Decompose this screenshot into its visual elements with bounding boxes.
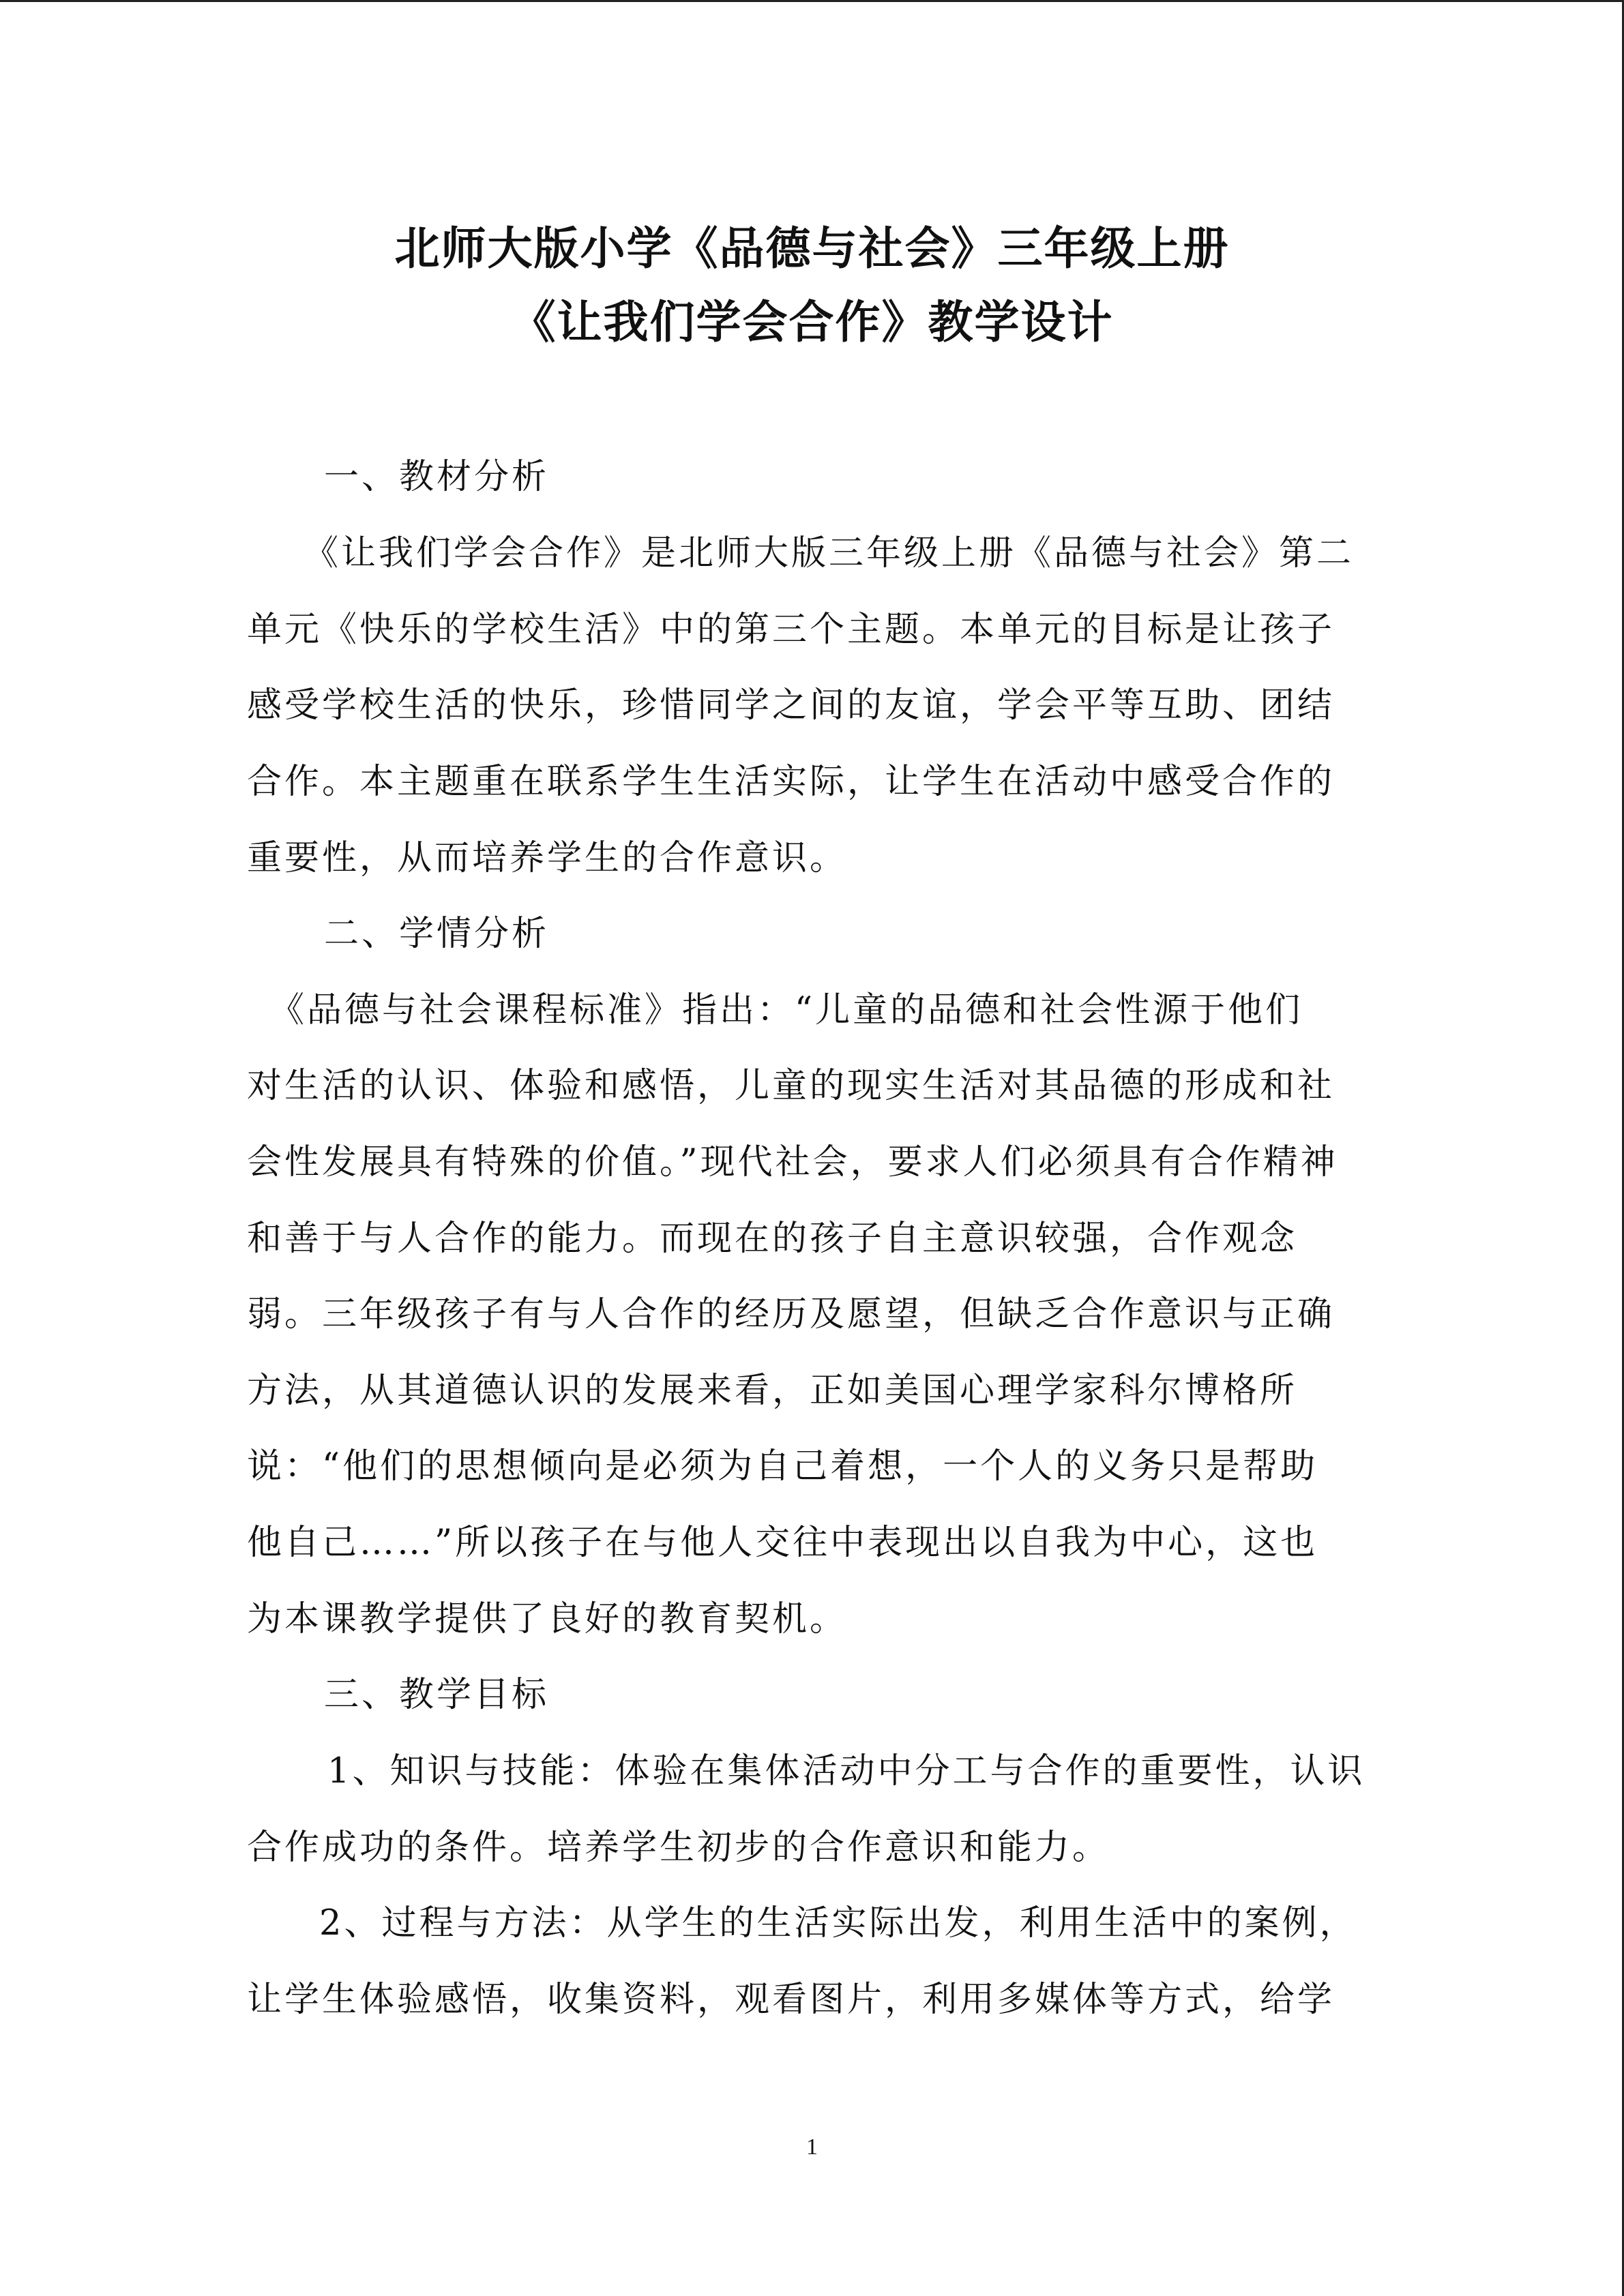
paragraph-line: 感受学校生活的快乐，珍惜同学之间的友谊，学会平等互助、团结 [247, 685, 1335, 726]
paragraph-line: 1、知识与技能：体验在集体活动中分工与合作的重要性，认识 [327, 1751, 1365, 1791]
paragraph-line: 2、过程与方法：从学生的生活实际出发，利用生活中的案例， [319, 1903, 1357, 1943]
paragraph-line: 合作。本主题重在联系学生生活实际，让学生在活动中感受合作的 [247, 762, 1335, 802]
section-heading-3: 三、教学目标 [324, 1675, 550, 1715]
paragraph-line: 《让我们学会合作》是北师大版三年级上册《品德与社会》第二 [304, 533, 1355, 573]
paragraph-line: 对生活的认识、体验和感悟，儿童的现实生活对其品德的形成和社 [247, 1066, 1335, 1106]
paragraph-line: 和善于与人合作的能力。而现在的孩子自主意识较强，合作观念 [247, 1219, 1298, 1259]
section-heading-2: 二、学情分析 [324, 914, 550, 954]
paragraph-line: 会性发展具有特殊的价值。”现代社会，要求人们必须具有合作精神 [247, 1142, 1338, 1182]
page-number: 1 [806, 2134, 818, 2160]
paragraph-line: 重要性，从而培养学生的合作意识。 [247, 838, 848, 878]
document-title-line-2: 《让我们学会合作》教学设计 [510, 296, 1114, 348]
paragraph-line: 方法，从其道德认识的发展来看，正如美国心理学家科尔博格所 [247, 1371, 1298, 1411]
paragraph-line: 单元《快乐的学校生活》中的第三个主题。本单元的目标是让孩子 [247, 610, 1335, 650]
paragraph-line: 他自己……”所以孩子在与他人交往中表现出以自我为中心，这也 [247, 1523, 1318, 1563]
section-heading-1: 一、教材分析 [324, 457, 550, 497]
paragraph-line: 让学生体验感悟，收集资料，观看图片，利用多媒体等方式，给学 [247, 1980, 1335, 2020]
paragraph-line: 弱。三年级孩子有与人合作的经历及愿望，但缺乏合作意识与正确 [247, 1294, 1335, 1335]
document-title-line-1: 北师大版小学《品德与社会》三年级上册 [394, 222, 1230, 275]
paragraph-line: 合作成功的条件。培养学生初步的合作意识和能力。 [247, 1828, 1110, 1868]
paragraph-line: 说：“他们的思想倾向是必须为自己着想，一个人的义务只是帮助 [247, 1446, 1318, 1487]
paragraph-line: 为本课教学提供了良好的教育契机。 [247, 1599, 848, 1639]
paragraph-line: 《品德与社会课程标准》指出：“儿童的品德和社会性源于他们 [269, 990, 1303, 1030]
